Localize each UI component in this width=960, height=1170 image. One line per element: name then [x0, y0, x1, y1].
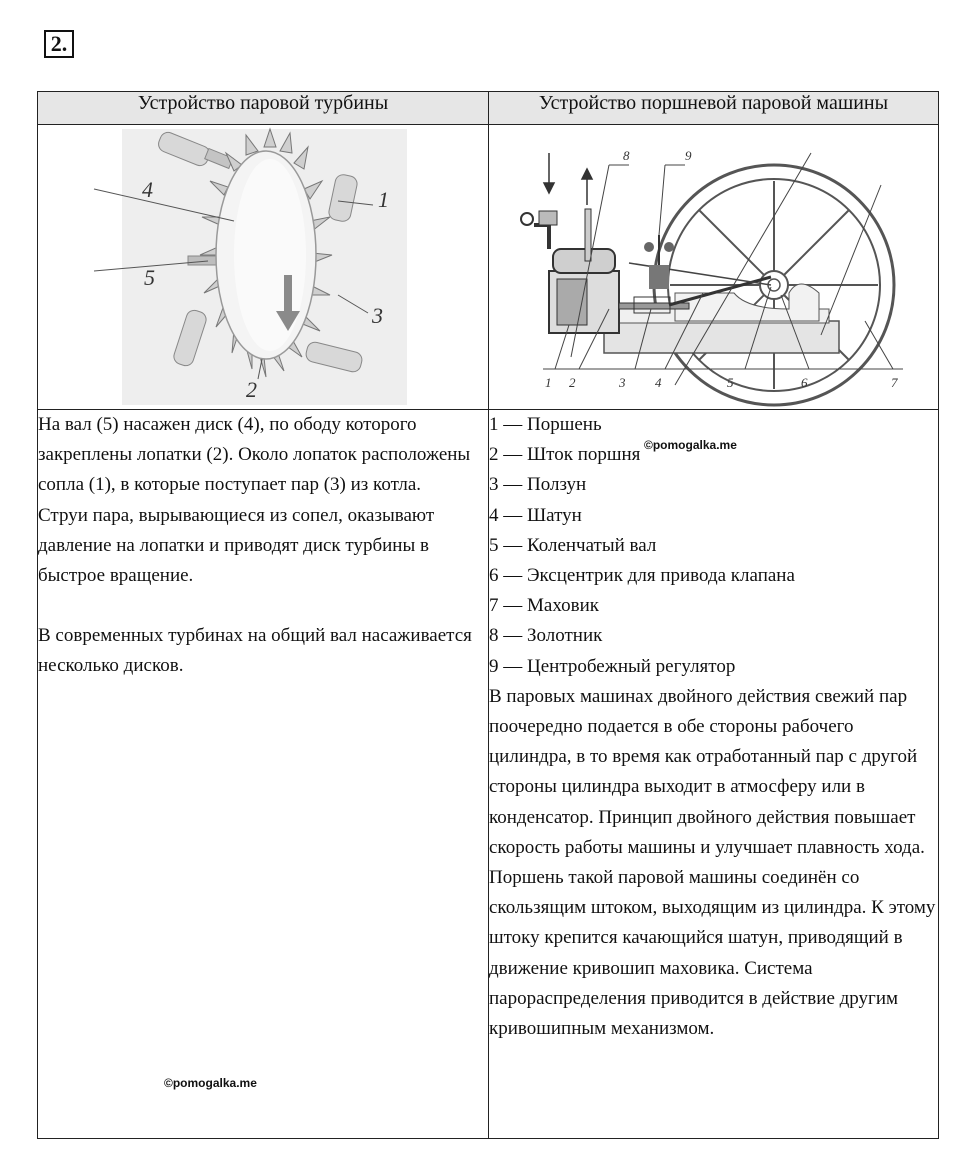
legend-item: 8 — Золотник [489, 625, 603, 647]
engine-paragraph-1: В паровых машинах двойного действия свежий пар поочередно подается в обе стороны рабочего цилиндра, в то время как отработанный пар с другой стороны цилиндра выходит в атмосферу или в конденсатор. Принцип двойного действия повышает скорость работы машины и улучшает плавность хода. [489, 685, 925, 858]
engine-label-5: 5 [727, 375, 734, 390]
engine-label-9: 9 [685, 148, 692, 163]
turbine-diagram [38, 125, 489, 409]
legend-item: 3 — Ползун [489, 474, 587, 496]
comparison-table [37, 91, 939, 1139]
engine-label-3: 3 [619, 375, 626, 390]
piston-engine-diagram [489, 125, 939, 409]
turbine-label-4: 4 [142, 177, 153, 202]
turbine-paragraph-1: На вал (5) насажен диск (4), по ободу которого закреплены лопатки (2). Около лопаток расположены сопла (1), в которые поступает пар (3) из котла. [38, 414, 471, 496]
turbine-label-1: 1 [378, 187, 389, 212]
turbine-label-3: 3 [372, 303, 383, 328]
legend-item: 4 — Шатун [489, 504, 582, 526]
engine-label-7: 7 [891, 375, 898, 390]
legend-item: 1 — Поршень [489, 414, 602, 435]
turbine-label-5: 5 [144, 265, 155, 290]
engine-label-6: 6 [801, 375, 808, 390]
task-number: 2. [44, 30, 74, 58]
engine-label-2: 2 [569, 375, 576, 390]
engine-label-4: 4 [655, 375, 662, 390]
legend-item: 5 — Коленчатый вал [489, 534, 657, 556]
engine-label-1: 1 [545, 375, 552, 390]
engine-description-cell [489, 410, 939, 1139]
watermark-left: ©pomogalka.me [164, 1076, 257, 1090]
turbine-image-cell [38, 125, 489, 410]
legend-item: 7 — Маховик [489, 595, 599, 617]
turbine-label-2: 2 [246, 377, 257, 402]
engine-image-cell [489, 125, 939, 410]
turbine-description-cell [38, 410, 489, 1139]
legend-item: 9 — Центробежный регулятор [489, 655, 736, 677]
turbine-paragraph-2: Струи пара, вырывающиеся из сопел, оказывают давление на лопатки и приводят диск турбины в быстрое вращение. [38, 504, 435, 587]
engine-paragraph-2: Поршень такой паровой машины соединён со скользящим штоком, выходящим из цилиндра. К этому штоку крепится качающийся шатун, приводящий в движение кривошип маховика. Система парораспределения приводится в действие другим кривошипным механизмом. [489, 867, 936, 1040]
header-piston-engine: Устройство поршневой паровой машины [489, 92, 939, 125]
turbine-paragraph-3: В современных турбинах на общий вал насаживается несколько дисков. [38, 625, 472, 677]
watermark-right: ©pomogalka.me [644, 438, 737, 452]
engine-label-8: 8 [623, 148, 630, 163]
header-turbine: Устройство паровой турбины [38, 92, 489, 125]
legend-item: 6 — Эксцентрик для привода клапана [489, 565, 795, 587]
legend-item: 2 — Шток поршня [489, 444, 641, 466]
